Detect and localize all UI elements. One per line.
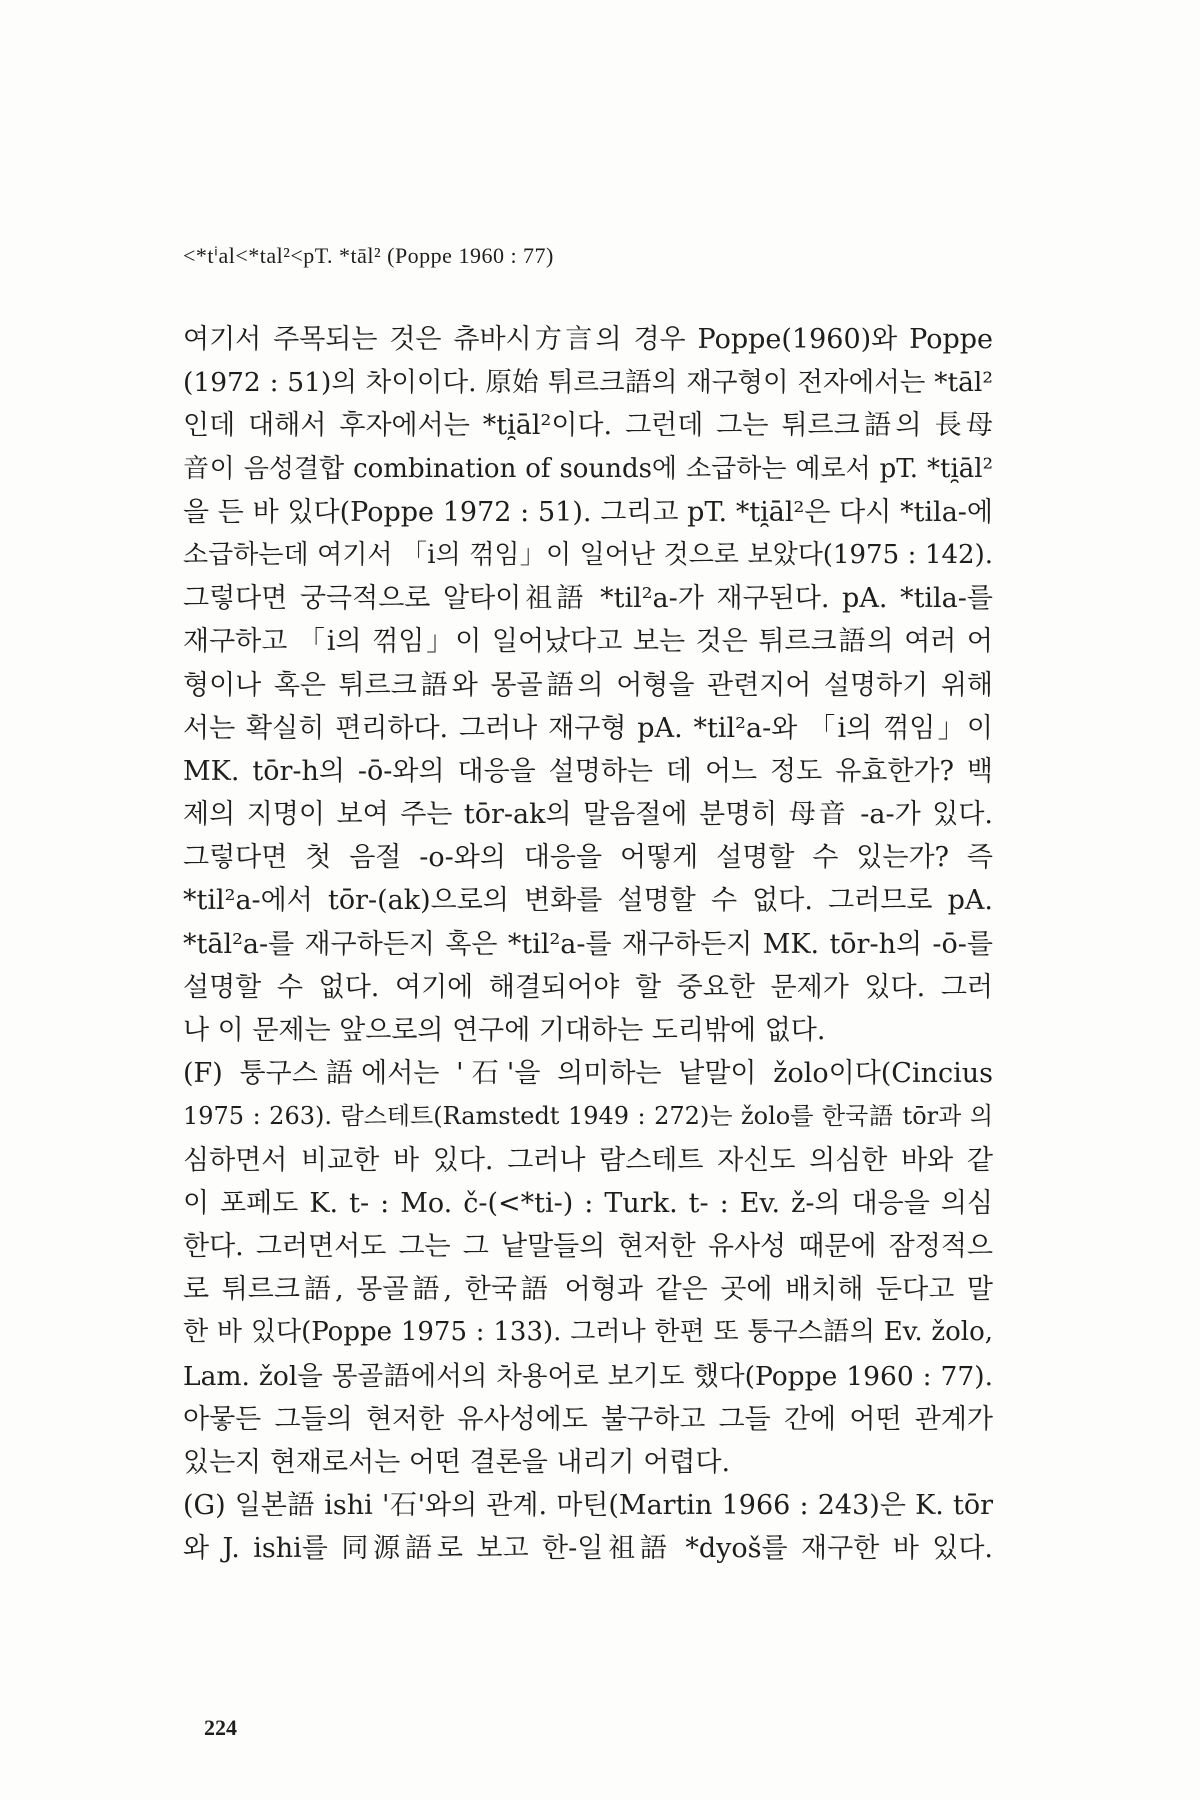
body-text bbox=[183, 318, 993, 1570]
text-line: 을 든 바 있다(Poppe 1972 : 51). 그리고 pT. *ti̯āl²은 다시 *tila-에 bbox=[183, 496, 993, 528]
text-line: 1975 : 263). 람스테트(Ramstedt 1949 : 272)는 žolo를 한국語 tōr과 의 bbox=[183, 1102, 993, 1131]
text-line: 재구하고 「i의 꺾임」이 일어났다고 보는 것은 튀르크語의 여러 어 bbox=[183, 626, 993, 658]
text-line: 나 이 문제는 앞으로의 연구에 기대하는 도리밖에 없다. bbox=[183, 1015, 826, 1046]
text-line: MK. tōr-h의 -ō-와의 대응을 설명하는 데 어느 정도 유효한가? 백 bbox=[183, 755, 993, 787]
text-line: *tāl²a-를 재구하든지 혹은 *til²a-를 재구하든지 MK. tōr-h의 -ō-를 bbox=[183, 928, 993, 960]
text-line: 있는지 현재로서는 어떤 결론을 내리기 어렵다. bbox=[183, 1446, 731, 1478]
text-line: 소급하는데 여기서 「i의 꺾임」이 일어난 것으로 보았다(1975 : 142). bbox=[183, 539, 993, 570]
text-line: 한 바 있다(Poppe 1975 : 133). 그러나 한편 또 퉁구스語의 Ev. žolo, bbox=[183, 1317, 993, 1348]
text-line: 音이 음성결합 combination of sounds에 소급하는 예로서 pT. *ti̯āl² bbox=[183, 453, 993, 484]
text-line: 와 J. ishi를 同源語로 보고 한-일祖語 *dyoš를 재구한 바 있다. bbox=[183, 1533, 993, 1565]
text-line: 설명할 수 없다. 여기에 해결되어야 할 중요한 문제가 있다. 그러 bbox=[183, 971, 993, 1003]
text-line: 서는 확실히 편리하다. 그러나 재구형 pA. *til²a-와 「i의 꺾임」이 bbox=[183, 712, 993, 744]
text-line: (F) 퉁구스語에서는 '石'을 의미하는 낱말이 žolo이다(Cincius bbox=[183, 1058, 993, 1090]
text-line: (1972 : 51)의 차이이다. 原始 튀르크語의 재구형이 전자에서는 *tāl² bbox=[183, 367, 993, 399]
text-line: 그렇다면 첫 음절 -o-와의 대응을 어떻게 설명할 수 있는가? 즉 bbox=[183, 842, 993, 874]
etymology-header-line: <*tⁱal<*tal²<pT. *tāl² (Poppe 1960 : 77) bbox=[183, 243, 554, 268]
text-line: Lam. žol을 몽골語에서의 차용어로 보기도 했다(Poppe 1960 : 77). bbox=[183, 1360, 993, 1392]
text-line: 그렇다면 궁극적으로 알타이祖語 *til²a-가 재구된다. pA. *tila-를 bbox=[183, 583, 993, 615]
text-line: 형이나 혹은 튀르크語와 몽골語의 어형을 관련지어 설명하기 위해 bbox=[183, 669, 993, 701]
text-line: (G) 일본語 ishi '石'와의 관계. 마틴(Martin 1966 : 243)은 K. tōr bbox=[183, 1490, 993, 1522]
text-line: 아뭏든 그들의 현저한 유사성에도 불구하고 그들 간에 어떤 관계가 bbox=[183, 1403, 993, 1435]
text-line: 로 튀르크語, 몽골語, 한국語 어형과 같은 곳에 배치해 둔다고 말 bbox=[183, 1274, 993, 1306]
text-line: 인데 대해서 후자에서는 *ti̯āl²이다. 그런데 그는 튀르크語의 長母 bbox=[183, 410, 993, 442]
text-line: 여기서 주목되는 것은 츄바시方言의 경우 Poppe(1960)와 Poppe bbox=[183, 324, 993, 355]
text-line: 이 포페도 K. t- : Mo. č-(<*ti-) : Turk. t- : Ev. ž-의 대응을 의심 bbox=[183, 1187, 993, 1219]
text-line: 한다. 그러면서도 그는 그 낱말들의 현저한 유사성 때문에 잠정적으 bbox=[183, 1230, 993, 1262]
page-number: 224 bbox=[204, 1715, 237, 1740]
text-line: *til²a-에서 tōr-(ak)으로의 변화를 설명할 수 없다. 그러므로 pA. bbox=[183, 885, 993, 917]
text-line: 제의 지명이 보여 주는 tōr-ak의 말음절에 분명히 母音 -a-가 있다. bbox=[183, 799, 993, 831]
text-line: 심하면서 비교한 바 있다. 그러나 람스테트 자신도 의심한 바와 같 bbox=[183, 1144, 993, 1176]
